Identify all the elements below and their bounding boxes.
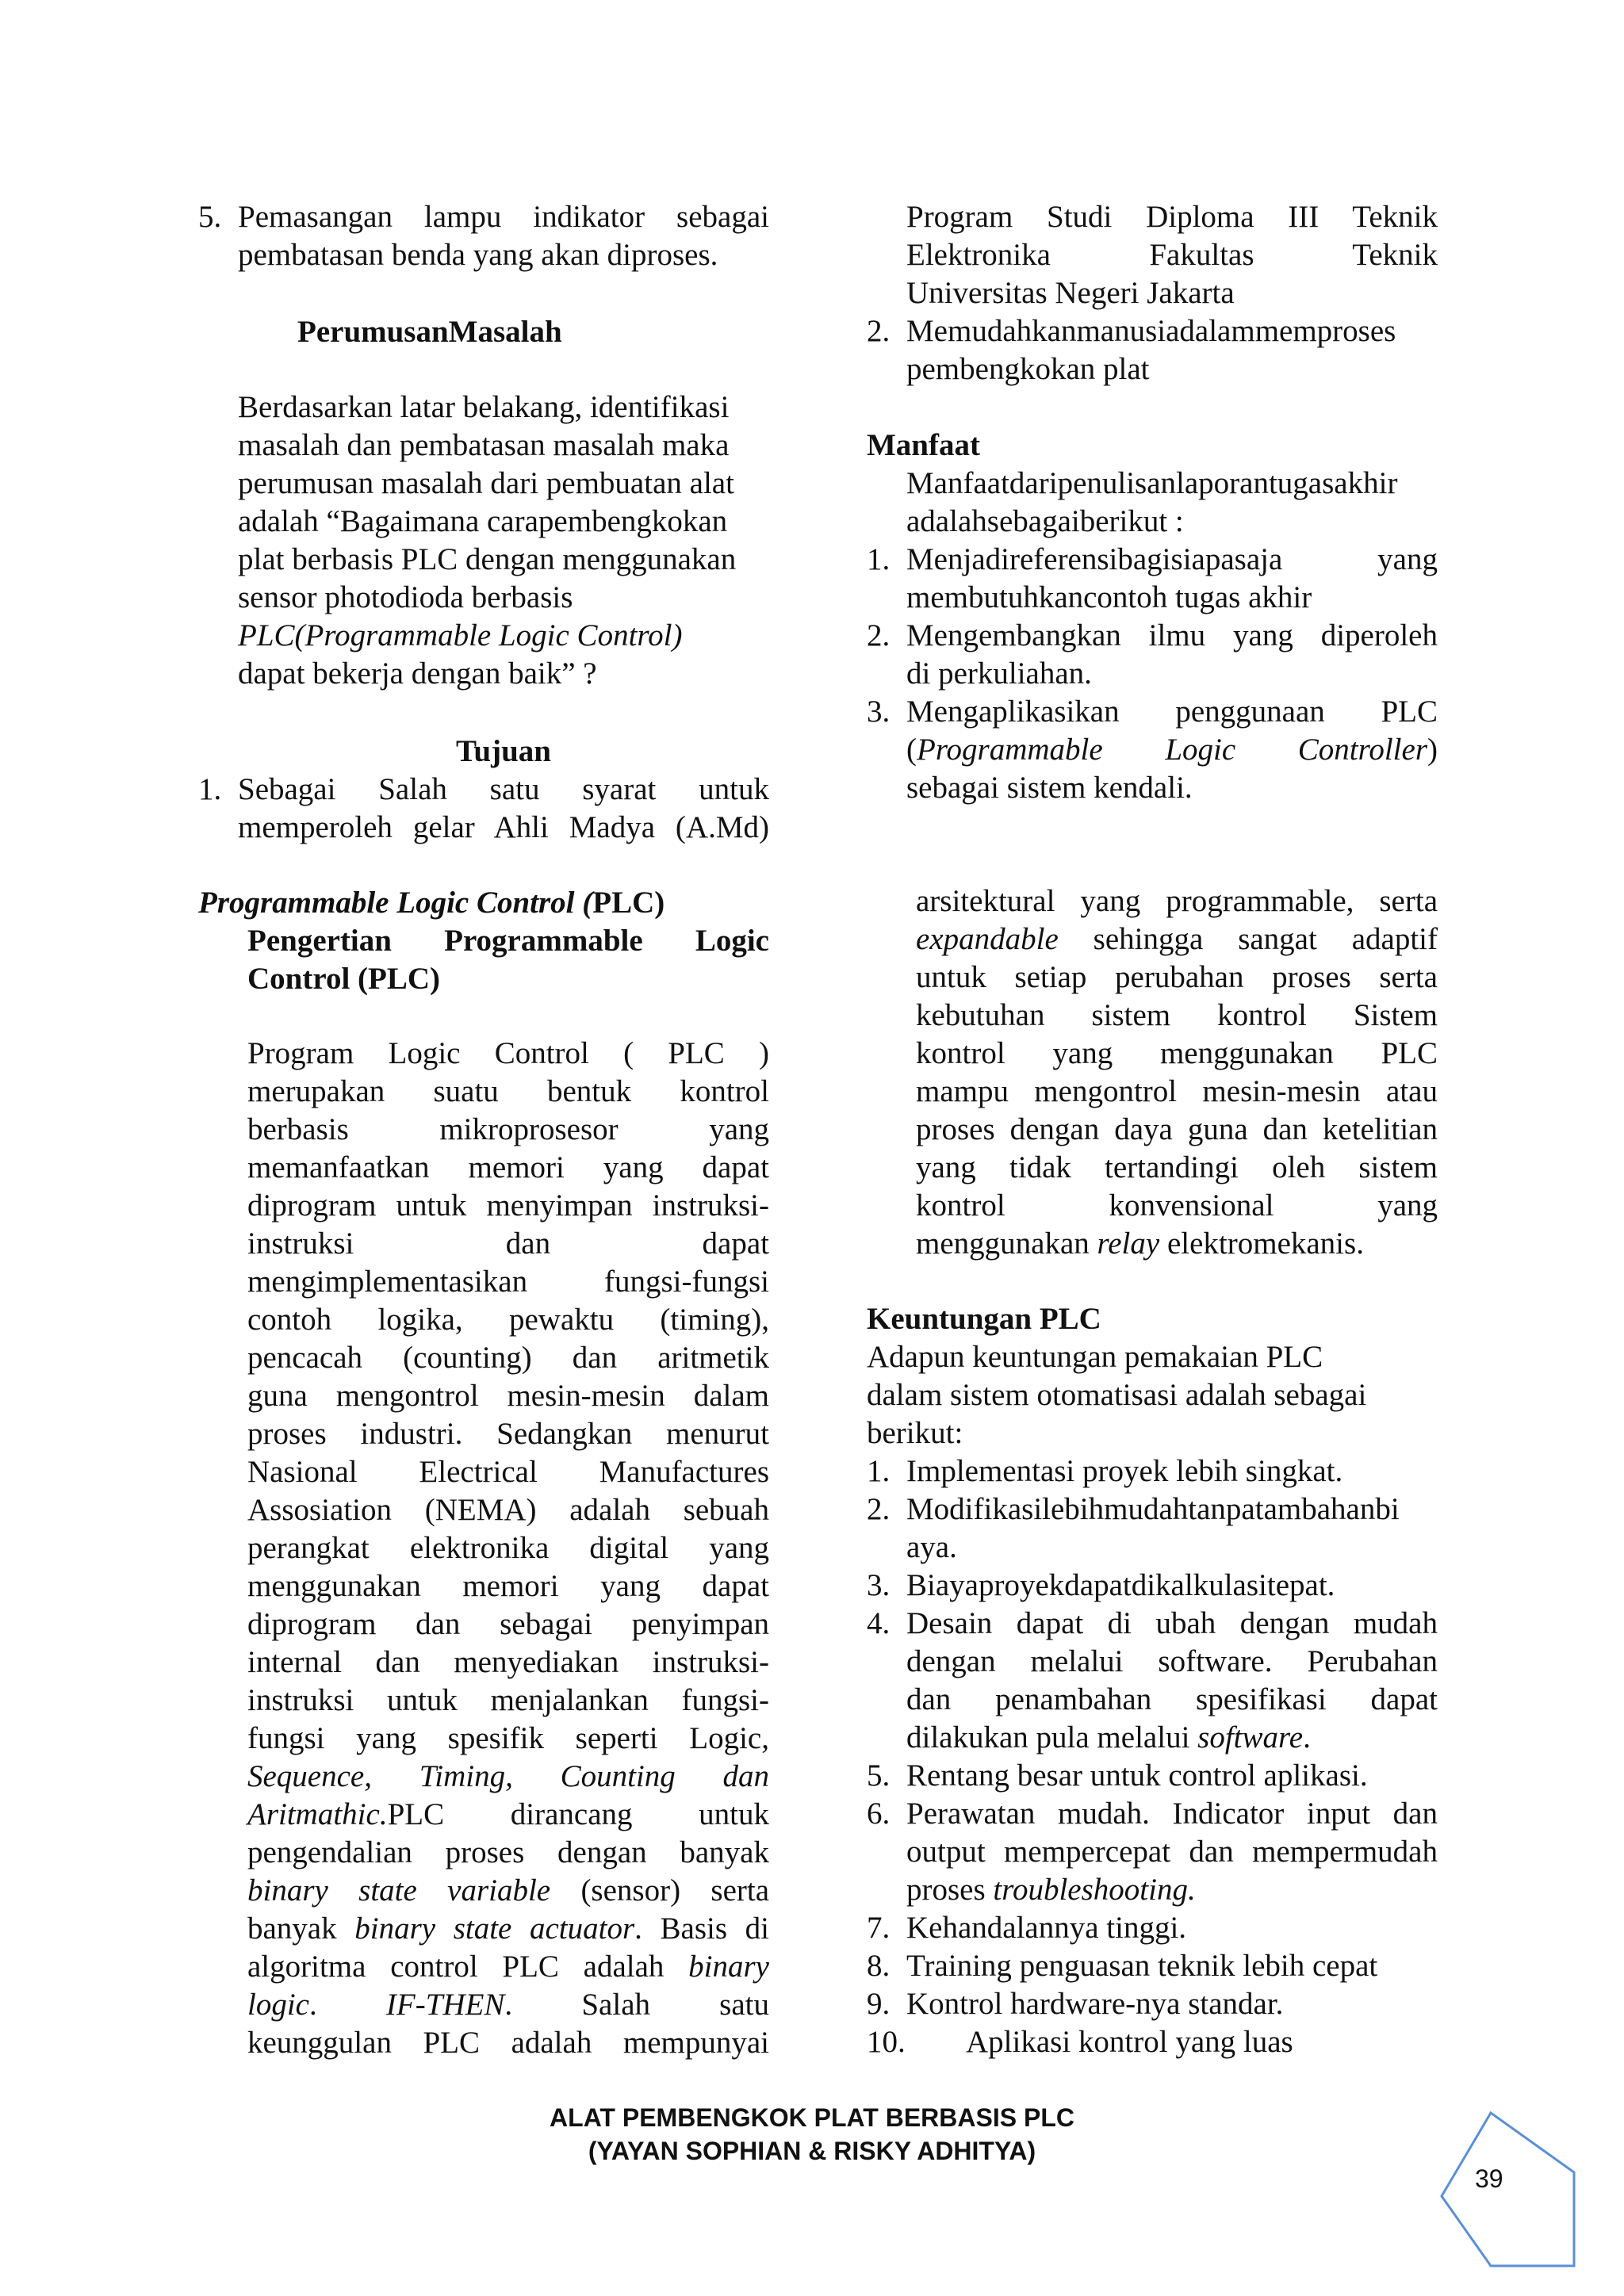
pengertian-heading: Pengertian Programmable Logic Control (PLC) (247, 924, 769, 996)
list-item: 2. Mengembangkan ilmu yang diperoleh di perkuliahan. (867, 618, 1438, 691)
tujuan-item-2: 2. Memudahkanmanusiadalammemproses pembengkokan plat (867, 314, 1396, 386)
plc-section-heading: Programmable Logic Control (PLC) (198, 886, 665, 920)
tujuan-item-1: 1. Sebagai Salah satu syarat untuk memperoleh gelar Ahli Madya (A.Md) (198, 772, 769, 844)
list-item: 4. Desain dapat di ubah dengan mudah dengan melalui software. Perubahan dan penambahan spesifikasi dapat dilakukan pula melalui software. (867, 1606, 1438, 1755)
perumusan-heading: PerumusanMasalah (297, 315, 562, 349)
page-tab-icon (1435, 2109, 1594, 2267)
list-item: 2. Modifikasilebihmudahtanpatambahanbi aya. (867, 1492, 1400, 1564)
list-item: 7. Kehandalannya tinggi. (867, 1911, 1187, 1945)
list-item: 10. Aplikasi kontrol yang luas (867, 2025, 1293, 2059)
keuntungan-intro: Adapun keuntungan pemakaian PLC dalam sistem otomatisasi adalah sebagai berikut: (867, 1340, 1367, 1450)
pengertian-paragraph-continued: arsitektural yang programmable, serta expandable sehingga sangat adaptif untuk setiap perubahan proses serta kebutuhan sistem kontrol Sistem kontrol yang menggunakan PLC mampu mengontrol mesin-mesin atau proses dengan daya guna dan ketelitian yang tidak tertandingi oleh sistem kontrol konvensional yang menggunakan relay elektromekanis. (916, 884, 1438, 1261)
page-number: 39 (1475, 2164, 1503, 2193)
perumusan-paragraph: Berdasarkan latar belakang, identifikasi masalah dan pembatasan masalah maka perumusan masalah dari pembuatan alat adalah “Bagaimana carapembengkokan plat berbasis PLC dengan menggunakan sensor photodioda berbasis PLC(Programmable Logic Control) dapat bekerja dengan baik” ? (238, 390, 737, 691)
list-item: 8. Training penguasan teknik lebih cepat (867, 1949, 1378, 1983)
manfaat-intro: Manfaatdaripenulisanlaporantugasakhir adalahsebagaiberikut : (906, 466, 1398, 538)
list-item: 3. Biayaproyekdapatdikalkulasitepat. (867, 1568, 1335, 1602)
keuntungan-heading: Keuntungan PLC (867, 1302, 1101, 1336)
list-item: 3. Mengaplikasikan penggunaan PLC (Programmable Logic Controller) sebagai sistem kendali. (867, 695, 1438, 805)
running-footer: ALAT PEMBENGKOK PLAT BERBASIS PLC (YAYAN SOPHIAN & RISKY ADHITYA) (550, 2103, 1074, 2165)
list-item: 1. Implementasi proyek lebih singkat. (867, 1454, 1343, 1488)
list-item: 6. Perawatan mudah. Indicator input dan output mempercepat dan mempermudah proses troubleshooting. (867, 1797, 1438, 1907)
tujuan-heading: Tujuan (456, 734, 551, 768)
list-item: 5. Rentang besar untuk control aplikasi. (867, 1758, 1368, 1793)
list-item: 1. Menjadireferensibagisiapasaja yang membutuhkancontoh tugas akhir (867, 542, 1438, 614)
manfaat-heading: Manfaat (867, 428, 980, 462)
list-number: 5. (198, 200, 222, 234)
list-item: 9. Kontrol hardware-nya standar. (867, 1987, 1284, 2021)
pengertian-paragraph: Program Logic Control ( PLC ) merupakan suatu bentuk kontrol berbasis mikroprosesor yang memanfaatkan memori yang dapat diprogram untuk menyimpan instruksi- instruksi dan dapat mengimplementasikan fungsi-fungsi contoh logika, pewaktu (timing), pencacah (counting) dan aritmetik guna mengontrol mesin-mesin dalam proses industri. Sedangkan menurut Nasional Electrical Manufactures Assosiation (NEMA) adalah sebuah perangkat elektronika digital yang menggunakan memori yang dapat diprogram dan sebagai penyimpan internal dan menyediakan instruksi- instruksi untuk menjalankan fungsi- fungsi yang spesifik seperti Logic, Sequence, Timing, Counting dan Aritmathic.PLC dirancang untuk pengendalian proses dengan banyak binary state variable (sensor) serta banyak binary state actuator. Basis di algoritma control PLC adalah binary logic. IF-THEN. Salah satu keunggulan PLC adalah mempunyai (247, 1036, 770, 2060)
page-tab-shape (1442, 2113, 1574, 2266)
manfaat-list (867, 541, 1438, 807)
tujuan-item-1-continued: Program Studi Diploma III Teknik Elektronika Fakultas Teknik Universitas Negeri Jakarta (906, 200, 1438, 310)
keuntungan-list (867, 1452, 1438, 2061)
item-5: 5. Pemasangan lampu indikator sebagai pembatasan benda yang akan diproses. (198, 200, 769, 272)
